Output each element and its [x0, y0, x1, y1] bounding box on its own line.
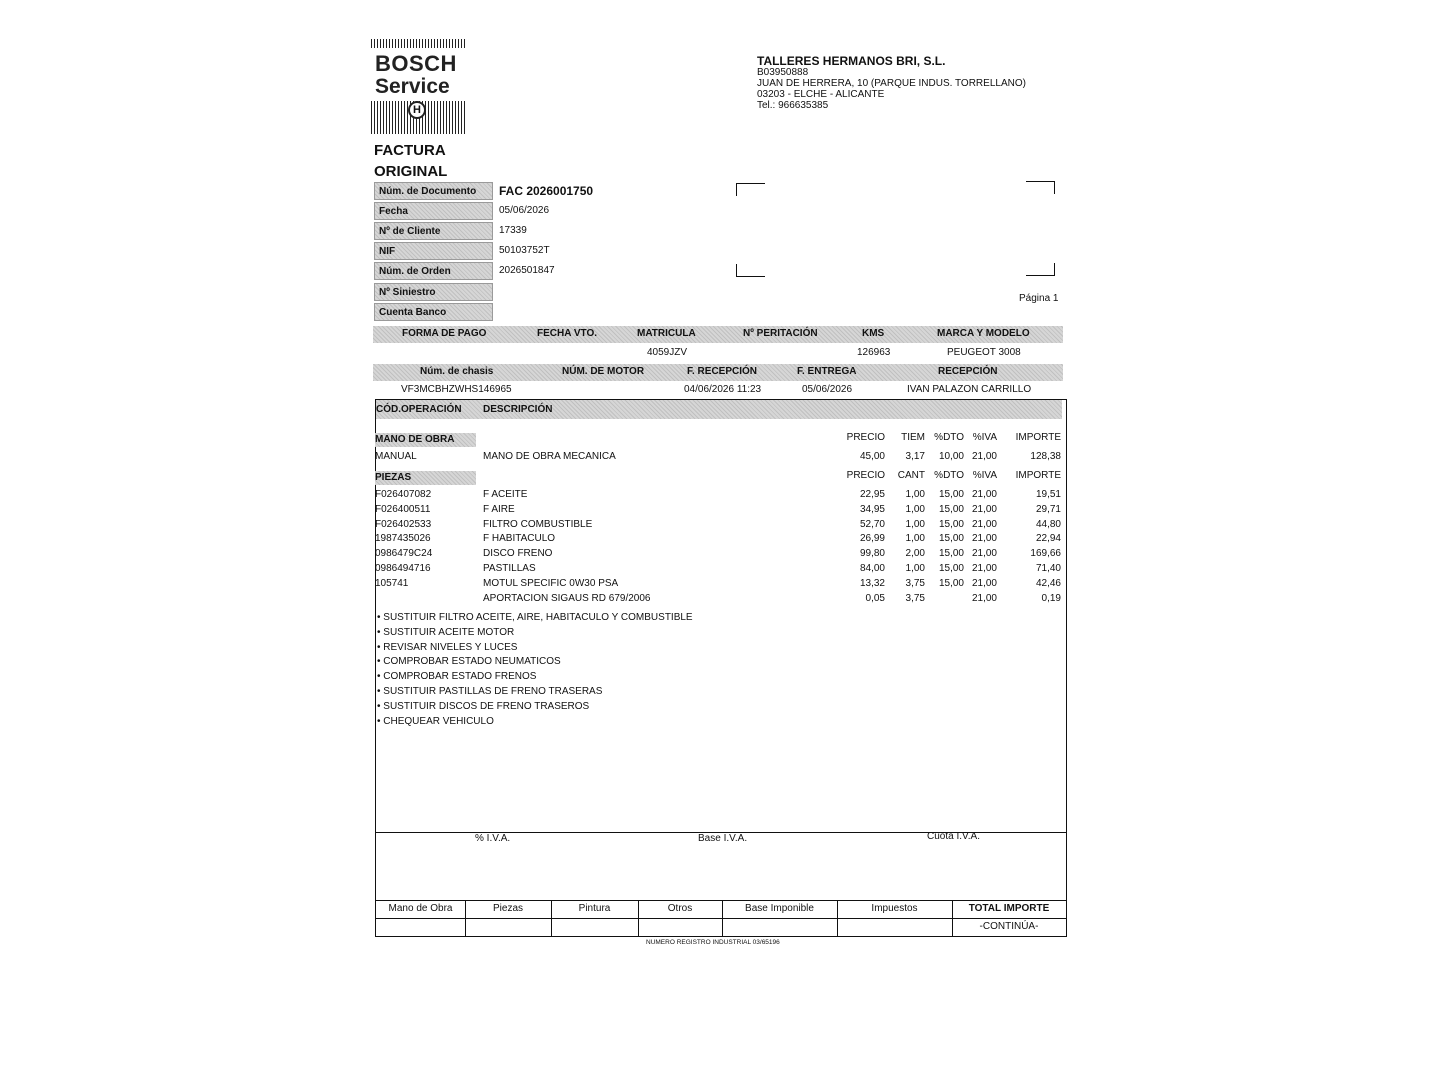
parts-row-desc: MOTUL SPECIFIC 0W30 PSA	[483, 577, 619, 589]
parts-row-qty: 1,00	[905, 503, 925, 515]
parts-row-importe: 42,46	[1035, 577, 1061, 589]
totals-col-divider	[638, 900, 639, 937]
value-nif: 50103752T	[499, 245, 550, 256]
parts-row-qty: 3,75	[905, 577, 925, 589]
vehicle-recepcion: IVAN PALAZON CARRILLO	[907, 384, 1032, 395]
totals-col-6: TOTAL IMPORTE	[968, 903, 1050, 914]
col-num-motor: NÚM. DE MOTOR	[562, 366, 645, 377]
note-item: • SUSTITUIR ACEITE MOTOR	[377, 626, 515, 638]
totals-col-divider	[722, 900, 723, 937]
address-corner-top-right	[1026, 181, 1055, 194]
tax-col-base: Base I.V.A.	[698, 833, 748, 844]
company-phone: Tel.: 966635385	[757, 100, 829, 111]
note-item: • CHEQUEAR VEHICULO	[377, 715, 494, 727]
parts-row-importe: 29,71	[1035, 503, 1061, 515]
col-cod-operacion: CÓD.OPERACIÓN	[376, 404, 462, 415]
col-kms: KMS	[862, 328, 885, 339]
label-num-orden: Núm. de Orden	[374, 262, 493, 280]
labor-row-desc: MANO DE OBRA MECANICA	[483, 451, 616, 462]
vehicle-row-1	[373, 347, 1063, 361]
parts-row-importe: 19,51	[1035, 489, 1061, 500]
vehicle-chasis: VF3MCBHZWHS146965	[401, 384, 512, 395]
parts-row-code: F026400511	[375, 503, 431, 515]
value-num-cliente: 17339	[499, 225, 527, 236]
logo-stripes-top	[371, 39, 465, 48]
parts-row-dto: 15,00	[938, 489, 964, 500]
label-nif: NIF	[374, 242, 493, 260]
parts-row-dto: 15,00	[938, 548, 964, 560]
col-chasis: Núm. de chasis	[420, 366, 494, 377]
logo-bosch-text: BOSCH	[375, 51, 457, 76]
parts-row-precio: 52,70	[859, 518, 885, 530]
parts-row-importe: 44,80	[1035, 518, 1061, 530]
parts-row-precio: 13,32	[859, 577, 885, 589]
parts-row-iva: 21,00	[971, 577, 997, 589]
page-number: Página 1	[1019, 293, 1059, 304]
totals-mid-line	[376, 918, 1066, 919]
parts-row-dto: 15,00	[938, 518, 964, 530]
col-marca-modelo: MARCA Y MODELO	[937, 328, 1030, 339]
parts-section-bar	[375, 471, 476, 485]
note-item: • SUSTITUIR DISCOS DE FRENO TRASEROS	[377, 700, 590, 712]
note-item: • REVISAR NIVELES Y LUCES	[377, 641, 518, 653]
parts-row-importe: 169,66	[1030, 548, 1061, 560]
totals-col-0: Mano de Obra	[388, 903, 453, 914]
labor-row-precio: 45,00	[859, 451, 885, 462]
parts-row-qty: 1,00	[905, 489, 925, 500]
parts-row-qty: 3,75	[905, 592, 925, 604]
parts-row-precio: 34,95	[859, 503, 885, 515]
parts-col-dto: %DTO	[934, 470, 964, 481]
col-recepcion: RECEPCIÓN	[938, 366, 998, 377]
col-peritacion: Nº PERITACIÓN	[743, 328, 818, 339]
labor-row-dto: 10,00	[938, 451, 964, 462]
parts-row-iva: 21,00	[971, 533, 997, 545]
label-num-siniestro: Nº Siniestro	[374, 283, 493, 301]
note-item: • COMPROBAR ESTADO FRENOS	[377, 671, 537, 683]
label-num-cliente: Nº de Cliente	[374, 222, 493, 240]
labor-col-qty: TIEM	[901, 432, 925, 443]
bosch-service-logo	[371, 39, 465, 134]
parts-row-precio: 99,80	[859, 548, 885, 560]
parts-row-code: 0986479C24	[375, 548, 433, 560]
parts-row-qty: 1,00	[905, 518, 925, 530]
parts-row-qty: 1,00	[905, 563, 925, 574]
parts-row-desc: FILTRO COMBUSTIBLE	[483, 518, 593, 530]
parts-row-qty: 1,00	[905, 533, 925, 545]
parts-row-dto: 15,00	[938, 563, 964, 574]
vehicle-matricula: 4059JZV	[647, 347, 688, 358]
parts-row-importe: 22,94	[1035, 533, 1061, 545]
parts-row-desc: F AIRE	[483, 503, 515, 515]
parts-row-precio: 0,05	[865, 592, 885, 604]
company-city: 03203 - ELCHE - ALICANTE	[757, 89, 885, 100]
vehicle-kms: 126963	[857, 347, 891, 358]
lines-header-bar	[376, 400, 1062, 419]
document-title-line2: ORIGINAL	[374, 163, 448, 180]
parts-row-iva: 21,00	[971, 518, 997, 530]
label-num-documento: Núm. de Documento	[374, 182, 493, 200]
parts-row-precio: 84,00	[859, 563, 885, 574]
parts-row-qty: 2,00	[905, 548, 925, 560]
parts-col-importe: IMPORTE	[1015, 470, 1061, 481]
label-cuenta-banco: Cuenta Banco	[374, 303, 493, 321]
parts-row-importe: 71,40	[1035, 563, 1061, 574]
parts-row-precio: 22,95	[859, 489, 885, 500]
parts-row-dto: 15,00	[938, 503, 964, 515]
parts-row-code: 105741	[375, 577, 409, 589]
company-name: TALLERES HERMANOS BRI, S.L.	[757, 54, 946, 68]
totals-value-continua: -CONTINÚA-	[979, 921, 1039, 932]
vehicle-header-bar-2	[373, 364, 1063, 381]
company-address: JUAN DE HERRERA, 10 (PARQUE INDUS. TORRELLANO)	[757, 78, 1026, 89]
labor-col-importe: IMPORTE	[1015, 432, 1061, 443]
col-matricula: MATRICULA	[637, 328, 696, 339]
note-item: • SUSTITUIR FILTRO ACEITE, AIRE, HABITACULO Y COMBUSTIBLE	[377, 612, 693, 623]
parts-row-desc: DISCO FRENO	[483, 548, 553, 560]
col-forma-pago: FORMA DE PAGO	[402, 328, 487, 339]
value-fecha: 05/06/2026	[499, 205, 550, 216]
company-info	[757, 56, 1026, 111]
col-f-recepcion: F. RECEPCIÓN	[687, 366, 758, 377]
parts-row-code: F026402533	[375, 518, 432, 530]
address-corner-top-left	[736, 183, 765, 196]
parts-col-qty: CANT	[897, 470, 925, 481]
parts-row-desc: PASTILLAS	[483, 563, 536, 574]
col-descripcion: DESCRIPCIÓN	[483, 404, 553, 415]
labor-section-title: MANO DE OBRA	[375, 434, 455, 445]
parts-row-desc: F HABITACULO	[483, 533, 556, 545]
parts-row-dto: 15,00	[938, 577, 964, 589]
totals-col-5: Impuestos	[871, 903, 918, 914]
vehicle-marca: PEUGEOT 3008	[947, 347, 1021, 358]
label-fecha: Fecha	[374, 202, 493, 220]
labor-row-iva: 21,00	[971, 451, 997, 462]
address-corner-bottom-left	[736, 264, 765, 277]
logo-service-text: Service	[375, 75, 450, 98]
totals-col-3: Otros	[667, 903, 693, 914]
parts-row-precio: 26,99	[859, 533, 885, 545]
address-corner-bottom-right	[1026, 263, 1055, 276]
parts-row-code: 1987435026	[375, 533, 431, 545]
tax-col-cuota: Cuota I.V.A.	[927, 831, 980, 842]
vehicle-row-2	[373, 384, 1063, 398]
totals-col-divider	[837, 900, 838, 937]
vehicle-f-recepcion: 04/06/2026 11:23	[684, 384, 762, 395]
tax-col-iva-pct: % I.V.A.	[475, 833, 511, 844]
parts-row-desc: F ACEITE	[483, 489, 528, 500]
labor-col-iva: %IVA	[972, 432, 997, 443]
parts-row-desc: APORTACION SIGAUS RD 679/2006	[483, 592, 651, 604]
totals-col-divider	[551, 900, 552, 937]
company-cif: B03950888	[757, 67, 809, 78]
labor-row-code: MANUAL	[375, 451, 417, 462]
labor-col-precio: PRECIO	[846, 432, 885, 443]
vehicle-header-bar-1	[373, 326, 1063, 343]
labor-section-bar	[375, 433, 476, 447]
col-f-entrega: F. ENTREGA	[797, 366, 857, 377]
document-title	[374, 140, 447, 182]
labor-row-importe: 128,38	[1030, 451, 1061, 462]
parts-row-dto: 15,00	[938, 533, 964, 545]
parts-row-iva: 21,00	[971, 563, 997, 574]
totals-col-2: Pintura	[578, 903, 611, 914]
parts-row-iva: 21,00	[971, 592, 997, 604]
parts-section-title: PIEZAS	[375, 472, 412, 483]
footer-registro: NUMERO REGISTRO INDUSTRIAL 03/65196	[646, 939, 780, 946]
document-title-line1: FACTURA	[374, 142, 446, 159]
totals-col-divider	[465, 900, 466, 937]
totals-col-1: Piezas	[492, 903, 523, 914]
note-item: • SUSTITUIR PASTILLAS DE FRENO TRASERAS	[377, 686, 603, 697]
col-fecha-vto: FECHA VTO.	[537, 328, 598, 339]
bosch-emblem-icon: H	[408, 101, 426, 119]
parts-col-iva: %IVA	[972, 470, 997, 481]
totals-col-4: Base Imponible	[745, 903, 814, 914]
labor-row-qty: 3,17	[905, 451, 925, 462]
totals-top-line	[376, 900, 1066, 901]
value-num-orden: 2026501847	[499, 265, 555, 276]
parts-col-precio: PRECIO	[846, 470, 885, 481]
parts-row-iva: 21,00	[971, 548, 997, 560]
parts-row-code: 0986494716	[375, 563, 431, 574]
parts-row-iva: 21,00	[971, 489, 997, 500]
vehicle-f-entrega: 05/06/2026	[802, 384, 853, 395]
parts-row-importe: 0,19	[1041, 592, 1061, 604]
parts-row-code: F026407082	[375, 489, 432, 500]
parts-row-iva: 21,00	[971, 503, 997, 515]
labor-col-dto: %DTO	[934, 432, 964, 443]
note-item: • COMPROBAR ESTADO NEUMATICOS	[377, 656, 561, 668]
value-num-documento: FAC 2026001750	[499, 184, 594, 198]
